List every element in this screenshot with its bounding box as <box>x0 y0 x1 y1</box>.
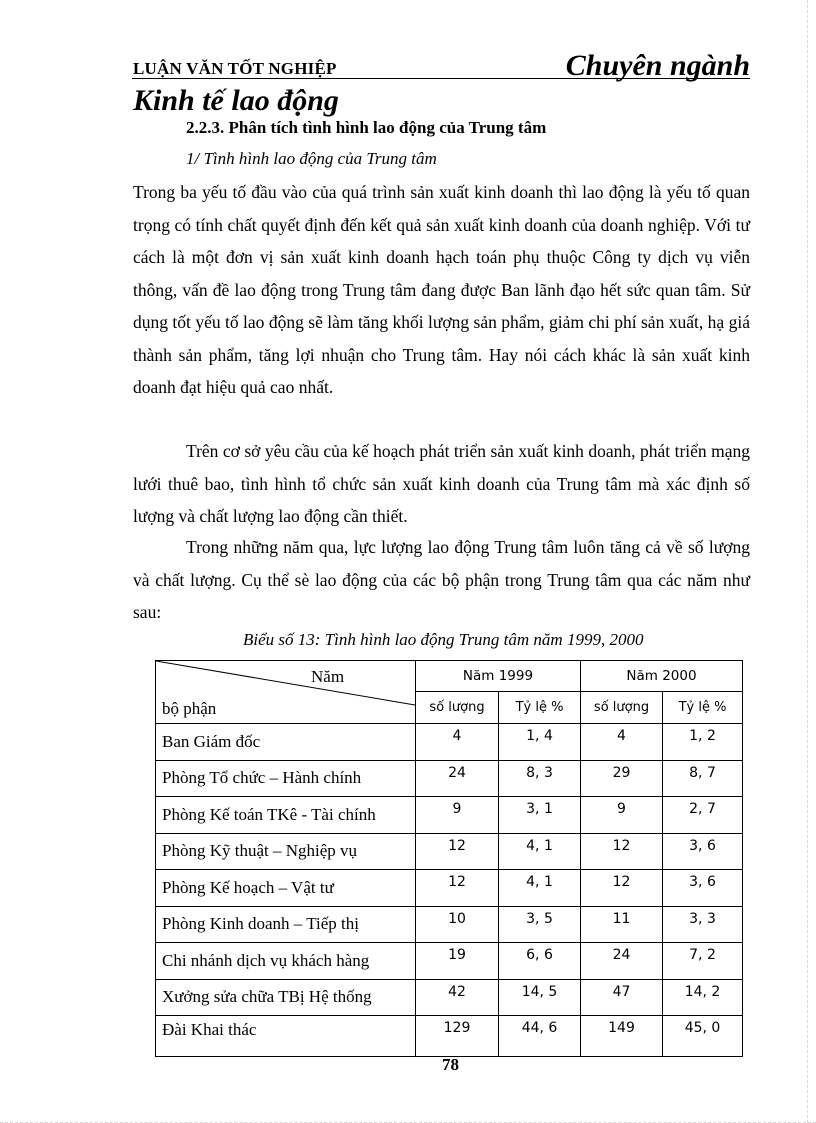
header-thesis-title: LUẬN VĂN TỐT NGHIỆP <box>133 59 337 78</box>
value-cell: 12 <box>416 833 499 870</box>
dept-cell: Chi nhánh dịch vụ khách hàng <box>156 943 416 980</box>
table-row <box>156 797 743 834</box>
paragraph-3: Trong những năm qua, lực lượng lao động Trung tâm luôn tăng cả về số lượng và chất lượng. Cụ thể sè lao động của các bộ phận trong Trung tâm qua các năm như sau: <box>133 537 750 622</box>
value-cell: 149 <box>581 1016 663 1057</box>
value-cell: 4 <box>416 724 499 761</box>
table-row <box>156 833 743 870</box>
page-number: 78 <box>442 1055 459 1074</box>
value-cell: 42 <box>416 979 499 1016</box>
value-cell: 12 <box>581 833 663 870</box>
value-cell: 6, 6 <box>499 943 581 980</box>
table-row <box>156 906 743 943</box>
subheader-cell: số lượng <box>416 692 499 724</box>
table-row <box>156 1016 743 1057</box>
value-cell: 14, 2 <box>663 979 743 1016</box>
header-major-name: Kinh tế lao động <box>133 84 339 117</box>
value-cell: 12 <box>581 870 663 907</box>
value-cell: 8, 7 <box>663 760 743 797</box>
value-cell: 14, 5 <box>499 979 581 1016</box>
value-cell: 3, 6 <box>663 870 743 907</box>
value-cell: 4 <box>581 724 663 761</box>
value-cell: 3, 6 <box>663 833 743 870</box>
corner-year-label: Năm <box>311 667 345 686</box>
subsection-heading: 1/ Tình hình lao động của Trung tâm <box>186 149 437 168</box>
value-cell: 7, 2 <box>663 943 743 980</box>
dept-cell: Phòng Tổ chức – Hành chính <box>156 760 416 797</box>
table-row <box>156 724 743 761</box>
value-cell: 3, 3 <box>663 906 743 943</box>
dept-cell: Phòng Kế hoạch – Vật tư <box>156 870 416 907</box>
value-cell: 19 <box>416 943 499 980</box>
subheader-cell: số lượng <box>581 692 663 724</box>
value-cell: 11 <box>581 906 663 943</box>
value-cell: 10 <box>416 906 499 943</box>
value-cell: 2, 7 <box>663 797 743 834</box>
table-caption: Biểu số 13: Tình hình lao động Trung tâm năm 1999, 2000 <box>243 630 644 649</box>
value-cell: 129 <box>416 1016 499 1057</box>
header-major: Chuyên ngành <box>565 49 750 82</box>
paragraph-1: Trong ba yếu tố đầu vào của quá trình sản xuất kinh doanh thì lao động là yếu tố quan trọng có tính chất quyết định đến kết quả sản xuất kinh doanh của doanh nghiệp. Với tư cách là một đơn vị sản xuất kinh doanh hạch toán phụ thuộc Công ty dịch vụ viễn thông, vấn đề lao động trong Trung tâm đang được Ban lãnh đạo hết sức quan tâm. Sử dụng tốt yếu tố lao động sẽ làm tăng khối lượng sản phẩm, giảm chi phí sản xuất, hạ giá thành sản phẩm, tăng lợi nhuận cho Trung tâm. Hay nói cách khác là sản xuất kinh doanh đạt hiệu quả cao nhất. <box>133 182 750 397</box>
table-row <box>156 760 743 797</box>
dept-cell: Phòng Kinh doanh – Tiếp thị <box>156 906 416 943</box>
dept-cell: Đài Khai thác <box>156 1016 416 1057</box>
table-row <box>156 979 743 1016</box>
table-corner-cell <box>156 661 416 724</box>
header-divider <box>132 78 750 79</box>
table-row <box>156 870 743 907</box>
value-cell: 45, 0 <box>663 1016 743 1057</box>
value-cell: 12 <box>416 870 499 907</box>
table-header-row <box>156 661 743 692</box>
corner-dept-label: bộ phận <box>162 699 217 718</box>
year-header: Năm 1999 <box>416 661 581 692</box>
value-cell: 3, 1 <box>499 797 581 834</box>
value-cell: 24 <box>416 760 499 797</box>
value-cell: 29 <box>581 760 663 797</box>
dept-cell: Phòng Kế toán TKê - Tài chính <box>156 797 416 834</box>
dept-cell: Ban Giám đốc <box>156 724 416 761</box>
labor-table <box>155 660 743 1057</box>
value-cell: 1, 2 <box>663 724 743 761</box>
value-cell: 47 <box>581 979 663 1016</box>
page-guide-vertical <box>807 0 808 1123</box>
paragraph-2: Trên cơ sở yêu cầu của kế hoạch phát triển sản xuất kinh doanh, phát triển mạng lưới thuê bao, tình hình tổ chức sản xuất kinh doanh của Trung tâm mà xác định số lượng và chất lượng lao động cần thiết. <box>133 441 750 526</box>
value-cell: 4, 1 <box>499 870 581 907</box>
subheader-cell: Tỷ lệ % <box>499 692 581 724</box>
table-row <box>156 943 743 980</box>
value-cell: 3, 5 <box>499 906 581 943</box>
section-heading: 2.2.3. Phân tích tình hình lao động của Trung tâm <box>186 118 547 137</box>
value-cell: 4, 1 <box>499 833 581 870</box>
dept-cell: Phòng Kỹ thuật – Nghiệp vụ <box>156 833 416 870</box>
year-header: Năm 2000 <box>581 661 743 692</box>
value-cell: 9 <box>416 797 499 834</box>
value-cell: 44, 6 <box>499 1016 581 1057</box>
value-cell: 24 <box>581 943 663 980</box>
value-cell: 8, 3 <box>499 760 581 797</box>
dept-cell: Xưởng sửa chữa TBị Hệ thống <box>156 979 416 1016</box>
subheader-cell: Tỷ lệ % <box>663 692 743 724</box>
value-cell: 9 <box>581 797 663 834</box>
value-cell: 1, 4 <box>499 724 581 761</box>
